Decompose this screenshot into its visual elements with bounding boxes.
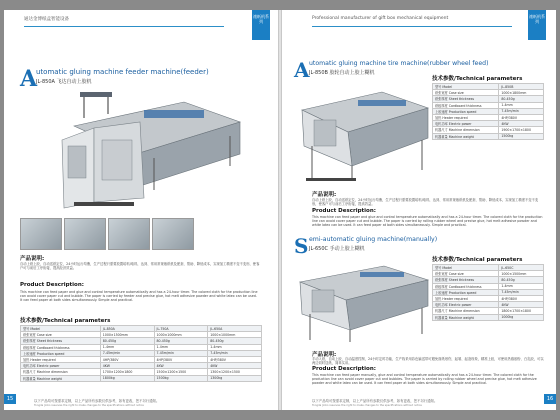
spec-label: 电机功率 Electric power (21, 363, 101, 369)
spec-value: 80-450g (499, 277, 544, 283)
spec-value: 4KW (208, 363, 262, 369)
spec-value: 4KW (499, 302, 544, 308)
title-initial: A (294, 58, 310, 82)
spec-value: 1500kg (154, 375, 208, 381)
tire-gluing-machine-image (292, 80, 432, 185)
spec-value: 7-45m/min (499, 289, 544, 295)
spec-value: 4HP/380V (154, 356, 208, 362)
spec-label: 加热 Heater required (433, 114, 499, 120)
spec-value: JL-650C (499, 265, 544, 271)
description-title-en: Product Description: (312, 366, 376, 372)
spec-value: 4HP/380V (100, 356, 154, 362)
machine-title-en: utomatic gluing machine tire machine(rubber wheel feed) (309, 60, 489, 67)
spec-label: 上胶速度 Production speed (433, 108, 499, 114)
spec-value: JL-850B (499, 84, 544, 90)
description-en: This machine can feed paper manually, glue and control temperature automatically and has a 24-hour timer. The colored cloth for the production line can avoid cover paper cut and bubbles. The paper is carried by rolling rubber wheel and precise glue, hot melt adhesive powder and white latex can be used. It can feed paper at both sides simultaneously. Simple and practical. (312, 373, 537, 386)
right-page (282, 10, 556, 410)
spec-label: 纸张厚度 Sheet thickness (21, 338, 101, 344)
spec-value: 7-45m/min (499, 108, 544, 114)
spec-label: 纸板厚度 Cardboard thickness (21, 344, 101, 350)
spec-row (21, 375, 262, 381)
section-tab: 裱纸机系列 (252, 10, 270, 40)
footer-note-en: Tongda Jinbo reserves the right to make changes to the specifications without notice (312, 404, 422, 407)
spec-value: 80-450g (208, 338, 262, 344)
machine-title-cn: JL-650C 手动上胶上糊机 (309, 246, 365, 252)
footer-note: 以下产品均可按需求定制，以上产品所有参数仅供参考，如有更改，恕不另行通知。 (34, 399, 160, 403)
detail-photo-3 (108, 218, 150, 250)
section-tab: 裱纸机系列 (528, 10, 546, 40)
product-label: 产品说明: (20, 256, 45, 262)
spec-value: 1700×1200×1800 (100, 369, 154, 375)
spec-value: 1000×1500mm (100, 332, 154, 338)
spec-label: 机器尺寸 Machine dimension (21, 369, 101, 375)
spec-value: 1000×1000mm (154, 332, 208, 338)
description-title-en: Product Description: (312, 208, 376, 214)
spec-value: 4HP/380V (208, 356, 262, 362)
spec-label: 型号 Model (433, 84, 499, 90)
spec-label: 机器重量 Machine weight (433, 133, 499, 139)
spec-table (20, 325, 262, 382)
spec-label: 机器重量 Machine weight (21, 375, 101, 381)
spec-value: JL-750A (154, 326, 208, 332)
spec-table (432, 83, 544, 140)
spec-value: 1-4mm (499, 283, 544, 289)
machine-title-cn: JL-850A 飞达自动上胶机 (36, 79, 92, 85)
spec-label: 纸板厚度 Cardboard thickness (433, 102, 499, 108)
spec-label: 型号 Model (21, 326, 101, 332)
spec-title: 技术参数/Technical parameters (20, 318, 111, 324)
spec-label: 电机功率 Electric power (433, 302, 499, 308)
spec-value: 1000kg (499, 314, 544, 320)
spec-label: 上胶速度 Production speed (21, 350, 101, 356)
spec-label: 型号 Model (433, 265, 499, 271)
feeder-gluing-machine-image (54, 88, 244, 213)
spec-value: 4KW (499, 121, 544, 127)
spec-value: 1500×1200×1500 (154, 369, 208, 375)
spec-label: 机器尺寸 Machine dimension (433, 127, 499, 133)
spec-value: 4HP/380V (499, 295, 544, 301)
header-rule (24, 26, 224, 27)
spec-label: 纸张宽度 Case size (433, 90, 499, 96)
description-en: This machine can feed paper and glue and control temperature automatically and has a 24-hour timer. The colored cloth for the production line can avoid cover paper cut and bubble. The paper is carried by feeder and precise glue, hot melt adhesive powder and white latex can be used. It can feed paper at both sides simultaneously. Simple and practical. (20, 290, 258, 303)
spec-value: 1-4mm (100, 344, 154, 350)
detail-photo-4 (152, 218, 194, 250)
spec-label: 机器重量 Machine weight (433, 314, 499, 320)
footer-note-en: Tongda Jinbo reserves the right to make changes to the specifications without notice (34, 404, 144, 407)
spec-label: 上胶速度 Production speed (433, 289, 499, 295)
spec-label: 加热 Heater required (433, 295, 499, 301)
description-en: This machine can feed paper and glue and control temperature automatically and has a 24-hour timer. The colored cloth for the production line can avoid cover paper cut and bubble. The paper is carried by rolling rubber wheel and precise glue, hot melt adhesive powder and white latex can be used. It can feed paper at both sides simultaneously. Simple and practical. (312, 215, 543, 228)
description-cn: 自动上纸上胶，自动送纸定位，24小时运行均衡，生产过程只需要放置给料/取料，达到、常用常规裱纸机及配套，帮助、降低成本，实现加工精度不变不变形，使客户可与前后工序衔接，提高效益。 (312, 198, 539, 207)
spec-value: 7-45m/min (208, 350, 262, 356)
spec-value: JL-850A (100, 326, 154, 332)
product-label: 产品说明: (312, 192, 337, 198)
spec-value: 1-4mm (499, 102, 544, 108)
spec-value: 1300×1200×1500 (208, 369, 262, 375)
spec-label: 机器尺寸 Machine dimension (433, 308, 499, 314)
spec-value: 1000×1000mm (208, 332, 262, 338)
spec-value: 4HP/380V (499, 114, 544, 120)
right-header: Professional manufacturer of gift box mechanical equipment (312, 16, 449, 21)
spec-value: 1-4mm (154, 344, 208, 350)
description-title-en: Product Description: (20, 282, 84, 288)
spec-value: 1-4mm (208, 344, 262, 350)
spec-value: 1800kg (100, 375, 154, 381)
spec-label: 纸张厚度 Sheet thickness (433, 96, 499, 102)
spec-title: 技术参数/Technical parameters (432, 257, 523, 263)
page-number: 15 (4, 394, 16, 404)
page-number: 16 (544, 394, 556, 404)
spec-value: 7-45m/min (154, 350, 208, 356)
spec-value: 1900×1700×1800 (499, 127, 544, 133)
machine-title-en: utomatic gluing machine feeder machine(feeder) (36, 68, 209, 76)
spec-label: 加热 Heater required (21, 356, 101, 362)
description-cn: 自动上纸上胶，自动送纸定位，24小时运行均衡，生产过程只需要放置给料/取料，达到、常用常规裱纸机及配套，帮助、降低成本，实现加工精度不变不变形，使客户可与前后工序衔接，提高经济效益。 (20, 262, 260, 271)
left-header: 通达金博纸盒智能设备 (24, 17, 69, 22)
spec-value: 1000×1800mm (499, 90, 544, 96)
spec-title: 技术参数/Technical parameters (432, 76, 523, 82)
spec-label: 纸张宽度 Case size (21, 332, 101, 338)
footer-note: 以下产品均可按需求定制，以上产品所有参数仅供参考，如有更改，恕不另行通知。 (312, 399, 438, 403)
spec-value: 4KW (154, 363, 208, 369)
description-cn: 手动入纸，自动上胶，自动温度控制，24小时定时功能，生产线采用彩色输送带可避免面纸划伤，起皱、起泡现象，精准上胶，可使用热熔胶粉、白乳胶，可以两边同时送纸，简单实用。 (312, 357, 544, 366)
spec-label: 纸张厚度 Sheet thickness (433, 277, 499, 283)
machine-title-cn: JL-850B 胶轮自动上胶上糊机 (309, 70, 375, 76)
detail-photo-1 (20, 218, 62, 250)
spec-table (432, 264, 544, 321)
spec-value: 4KW (100, 363, 154, 369)
left-page (4, 10, 278, 410)
header-rule (312, 26, 512, 27)
semi-auto-gluing-machine-image (292, 258, 432, 346)
title-initial: S (294, 234, 309, 258)
detail-photo-2 (64, 218, 106, 250)
spec-value: JL-650A (208, 326, 262, 332)
spec-value: 1300kg (208, 375, 262, 381)
spec-label: 电机功率 Electric power (433, 121, 499, 127)
spec-label: 纸板厚度 Cardboard thickness (433, 283, 499, 289)
spec-value: 1800×1700×1800 (499, 308, 544, 314)
spec-value: 1500kg (499, 133, 544, 139)
spec-value: 7-45m/min (100, 350, 154, 356)
spec-row (433, 314, 544, 320)
product-label: 产品说明: (312, 352, 337, 358)
title-initial: A (20, 66, 38, 92)
machine-title-en: emi-automatic gluing machine(manually) (309, 236, 438, 243)
spec-value: 1000×1500mm (499, 271, 544, 277)
spec-value: 80-450g (154, 338, 208, 344)
spec-value: 80-450g (499, 96, 544, 102)
spec-row (433, 133, 544, 139)
spec-label: 纸张宽度 Case size (433, 271, 499, 277)
spec-value: 80-450g (100, 338, 154, 344)
